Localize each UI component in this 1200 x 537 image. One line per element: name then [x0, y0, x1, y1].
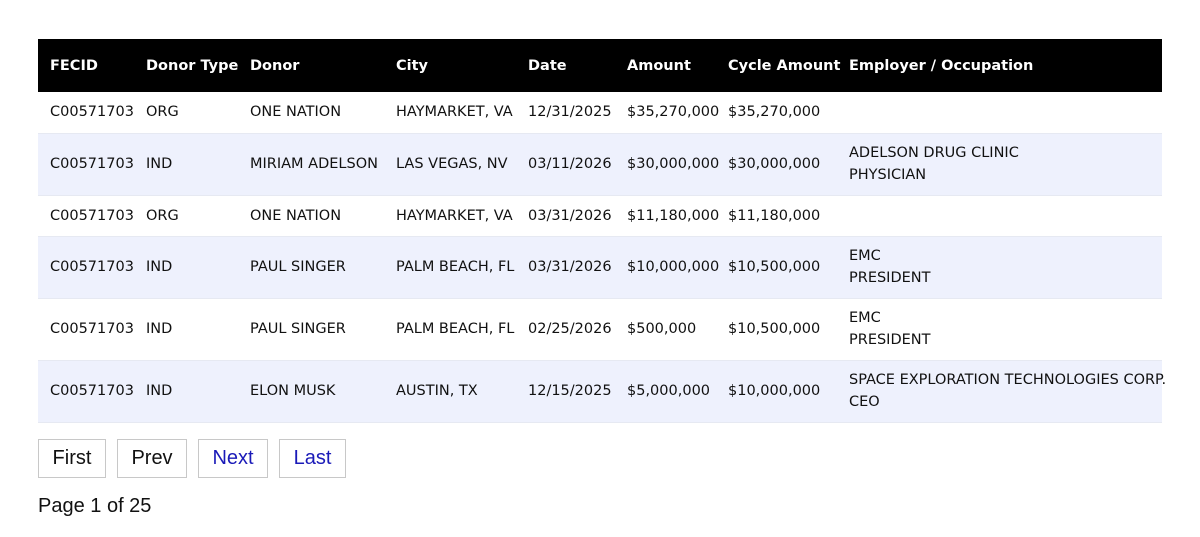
cell-employer-occupation [837, 133, 1162, 195]
cell-employer-occupation [837, 92, 1162, 133]
prev-page-button[interactable]: Prev [117, 439, 187, 478]
cell-city: LAS VEGAS, NV [396, 156, 508, 172]
cell-donor-type: IND [146, 383, 173, 399]
table-row [38, 195, 1162, 236]
employer-text: EMC [849, 310, 881, 326]
cell-date: 03/31/2026 [528, 207, 612, 224]
cell-city: AUSTIN, TX [396, 383, 478, 399]
cell-amount: $11,180,000 [627, 207, 720, 224]
cell-donor-type: ORG [146, 104, 179, 121]
employer-text: EMC [849, 248, 881, 264]
cell-employer-occupation [837, 236, 1162, 298]
employer-text: SPACE EXPLORATION TECHNOLOGIES CORP. [849, 372, 1167, 388]
cell-donor-type: IND [146, 321, 173, 337]
first-page-button[interactable]: First [38, 439, 106, 478]
occupation-text: CEO [849, 394, 880, 410]
donations-table [38, 39, 1167, 423]
occupation-text: PHYSICIAN [849, 167, 927, 183]
column-header-date[interactable]: Date [528, 57, 567, 74]
cell-amount: $5,000,000 [627, 383, 711, 399]
cell-donor-type: IND [146, 156, 173, 172]
cell-employer-occupation [837, 298, 1162, 360]
cell-date: 02/25/2026 [528, 321, 612, 337]
cell-amount: $30,000,000 [627, 156, 720, 172]
cell-cycle-amount: $11,180,000 [728, 207, 821, 224]
page-indicator: Page 1 of 25 [38, 495, 152, 517]
cell-donor-type: ORG [146, 207, 179, 224]
cell-employer-occupation [837, 360, 1167, 422]
column-header-donor[interactable]: Donor [250, 57, 300, 74]
cell-fecid: C00571703 [50, 321, 134, 337]
cell-city: HAYMARKET, VA [396, 207, 513, 224]
table-row [38, 360, 1162, 422]
cell-cycle-amount: $30,000,000 [728, 156, 821, 172]
cell-fecid: C00571703 [50, 259, 134, 275]
donations-table-container [38, 39, 1167, 423]
occupation-text: PRESIDENT [849, 332, 931, 348]
column-header-cycle-amount[interactable]: Cycle Amount [728, 57, 841, 74]
last-page-button[interactable]: Last [279, 439, 346, 478]
cell-city: PALM BEACH, FL [396, 259, 515, 275]
cell-fecid: C00571703 [50, 207, 134, 224]
cell-city: HAYMARKET, VA [396, 104, 513, 121]
employer-text: ADELSON DRUG CLINIC [849, 145, 1019, 161]
cell-donor: ONE NATION [250, 104, 342, 121]
column-header-donor-type[interactable]: Donor Type [146, 57, 239, 74]
cell-cycle-amount: $10,500,000 [728, 321, 821, 337]
cell-fecid: C00571703 [50, 156, 134, 172]
cell-donor: PAUL SINGER [250, 321, 346, 337]
cell-donor: PAUL SINGER [250, 259, 346, 275]
cell-date: 12/31/2025 [528, 104, 612, 121]
cell-donor: ONE NATION [250, 207, 342, 224]
column-header-amount[interactable]: Amount [627, 57, 691, 74]
column-header-employer-occupation[interactable]: Employer / Occupation [849, 57, 1034, 74]
pagination-controls [38, 439, 346, 478]
table-row [38, 92, 1162, 133]
cell-amount: $10,000,000 [627, 259, 720, 275]
cell-cycle-amount: $10,500,000 [728, 259, 821, 275]
table-row [38, 298, 1162, 360]
table-row [38, 133, 1162, 195]
column-header-city[interactable]: City [396, 57, 428, 74]
next-page-button[interactable]: Next [198, 439, 268, 478]
cell-date: 03/31/2026 [528, 259, 612, 275]
cell-cycle-amount: $35,270,000 [728, 104, 821, 121]
column-header-fecid[interactable]: FECID [50, 57, 98, 74]
cell-donor-type: IND [146, 259, 173, 275]
cell-date: 03/11/2026 [528, 156, 612, 172]
cell-fecid: C00571703 [50, 383, 134, 399]
occupation-text: PRESIDENT [849, 270, 931, 286]
table-header-row [38, 39, 1162, 92]
cell-amount: $35,270,000 [627, 104, 720, 121]
cell-amount: $500,000 [627, 321, 697, 337]
cell-donor: MIRIAM ADELSON [250, 156, 378, 172]
cell-employer-occupation [837, 195, 1162, 236]
cell-fecid: C00571703 [50, 104, 134, 121]
cell-date: 12/15/2025 [528, 383, 612, 399]
cell-donor: ELON MUSK [250, 383, 336, 399]
cell-city: PALM BEACH, FL [396, 321, 515, 337]
table-row [38, 236, 1162, 298]
cell-cycle-amount: $10,000,000 [728, 383, 821, 399]
